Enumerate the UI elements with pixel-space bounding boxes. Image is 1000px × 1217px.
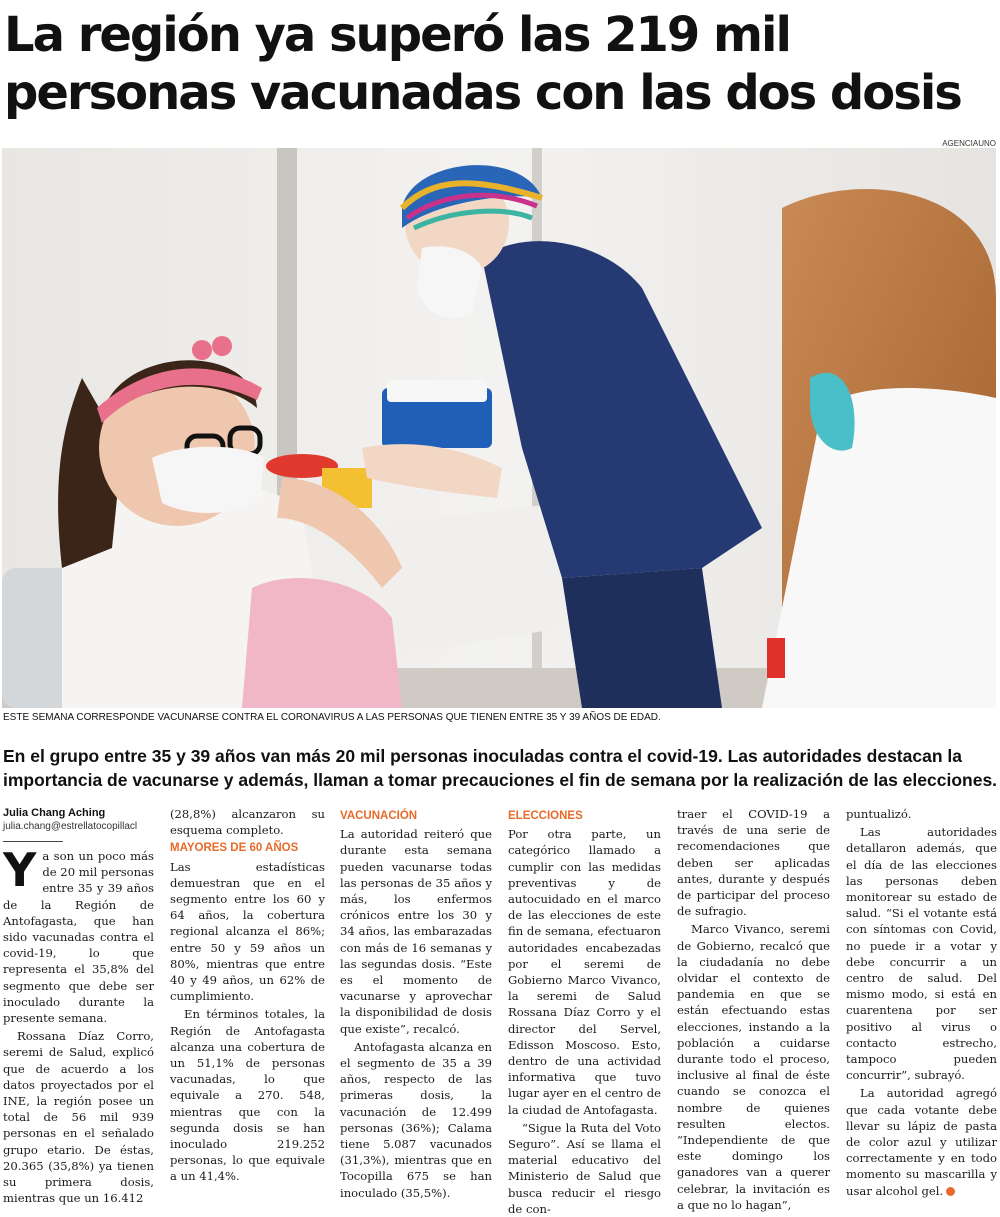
article-paragraph: Las autoridades detallaron además, que el día de las elecciones las personas deben monitorear su estado de salud. “Si el votante está con síntomas con Covid, no puede ir a votar y debe concurrir a un centro de salud. Del mismo modo, si está en cuarentena por ser positivo al virus o contacto estrecho, tampoco pueden concurrir”, subrayó. [846,825,997,1083]
article-paragraph-text: a son un poco más de 20 mil personas entre 35 y 39 años de la Región de Antofagasta, que han sido vacunadas contra el covid-19, lo que representa el 35,8% del segmento que debe ser inoculado durante la presente semana. [3,849,154,1026]
news-photo [2,148,996,708]
article-paragraph: Antofagasta alcanza en el segmento de 35 a 39 años, respecto de las primeras dosis, la vacunación de 12.499 personas (36%); Calama tiene 5.087 vacunados (31,3%), mientras que en Tocopilla 675 se han inoculado (35,5%). [340,1039,492,1200]
article-paragraph: Rossana Díaz Corro, seremi de Salud, explicó que de acuerdo a los datos proyectados por el INE, la región posee un total de 56 mil 939 personas en el señalado grupo etario. De éstas, 20.365 (35,8%) ya tienen su primera dosis, mientras que un 16.412 [3,1029,154,1206]
headline [4,6,996,122]
article-paragraph: (28,8%) alcanzaron su esquema completo. [170,807,325,838]
article-paragraph: La autoridad reiteró que durante esta semana pueden vacunarse todas las personas de 35 años y más, los enfermos crónicos entre los 30 y 34 años, las embarazadas con más de 16 semanas y las segundas dosis. “Este es el momento de vacunarse y aprovechar la disponibilidad de dosis que existe”, recalcó. [340,827,492,1036]
article-column-1 [3,806,154,1206]
author-name: Julia Chang Aching [3,807,106,819]
author-divider [3,841,63,842]
article-column-4 [508,806,661,1216]
article-paragraph: Las estadísticas demuestran que en el segmento entre los 60 y 64 años, la cobertura regional alcanza el 86%; entre 50 y 59 años un 80%, mientras que entre 40 y 49 años, un 62% de cumplimiento. [170,859,325,1004]
article-paragraph: puntualizó. [846,807,912,821]
vaccination-scene-illustration [2,148,996,708]
article-paragraph: Marco Vivanco, seremi de Gobierno, recalcó que la ciudadanía no debe olvidar el contexto de pandemia en que se están efectuando estas elecciones, instando a la población a cuidarse durante todo el proceso, inclusive al final de éste cuando se conozca el nombre de quienes resulten electos. “Independiente de que este domingo los ganadores van a querer celebrar, la invitación es a que no lo hagan”, [677,922,830,1212]
article-paragraph [3,843,154,1026]
headline-line-1: La región ya superó las 219 mil [4,7,790,63]
headline-line-2: personas vacunadas con las dos dosis [4,65,961,121]
photo-caption: ESTE SEMANA CORRESPONDE VACUNARSE CONTRA EL CORONAVIRUS A LAS PERSONAS QUE TIENEN ENTRE 35 Y 39 AÑOS DE EDAD. [3,712,661,723]
article-column-2 [170,806,325,1184]
article-paragraph: traer el COVID-19 a través de una serie de recomendaciones que deben ser aplicadas antes, durante y después de participar del proceso de sufragio. [677,807,830,919]
section-heading: ELECCIONES [508,810,583,822]
article-paragraph: “Sigue la Ruta del Voto Seguro”. Así se llama el material educativo del Ministerio de Salud que busca reducir el riesgo de con- [508,1120,661,1216]
article-paragraph-text: La autoridad agregó que cada votante debe llevar su lápiz de pasta de color azul y utilizar correctamente y en todo momento su mascarilla y usar alcohol gel. [846,1086,997,1198]
article-paragraph: Por otra parte, un categórico llamado a cumplir con las medidas preventivas y de autocuidado en el marco de las elecciones de este fin de semana, efectuaron autoridades encabezadas por el seremi de Gobierno Marco Vivanco, la seremi de Salud Rossana Díaz Corro y el director del Servel, Edisson Moscoso. Esto, dentro de una actividad informativa que tuvo lugar ayer en el centro de la ciudad de Antofagasta. [508,827,661,1117]
article-paragraph: En términos totales, la Región de Antofagasta alcanza una cobertura de un 51,1% de personas vacunadas, lo que equivale a 270. 548, mientras que con la segunda dosis se han inoculado 219.252 personas, lo que equivale a un 41,4%. [170,1007,325,1184]
lead-line-1: En el grupo entre 35 y 39 años van más 20 mil personas inoculadas contra el covid-19. Las autoridades destacan la [3,746,962,766]
drop-cap: Y [3,843,37,897]
article-column-6 [846,806,997,1198]
section-heading: MAYORES DE 60 AÑOS [170,842,299,855]
end-of-article-icon [946,1187,955,1196]
lead-line-2: importancia de vacunarse y además, llaman a tomar precauciones el fin de semana por la realización de las elecciones. [3,770,998,790]
article-column-3 [340,806,492,1200]
article-paragraph [846,1085,997,1198]
lead-paragraph [3,744,997,792]
article-column-5 [677,806,830,1212]
photo-credit: AGENCIAUNO [942,139,996,148]
author-email: julia.chang@estrellatocopillacl [3,821,138,832]
section-heading: VACUNACIÓN [340,810,418,822]
